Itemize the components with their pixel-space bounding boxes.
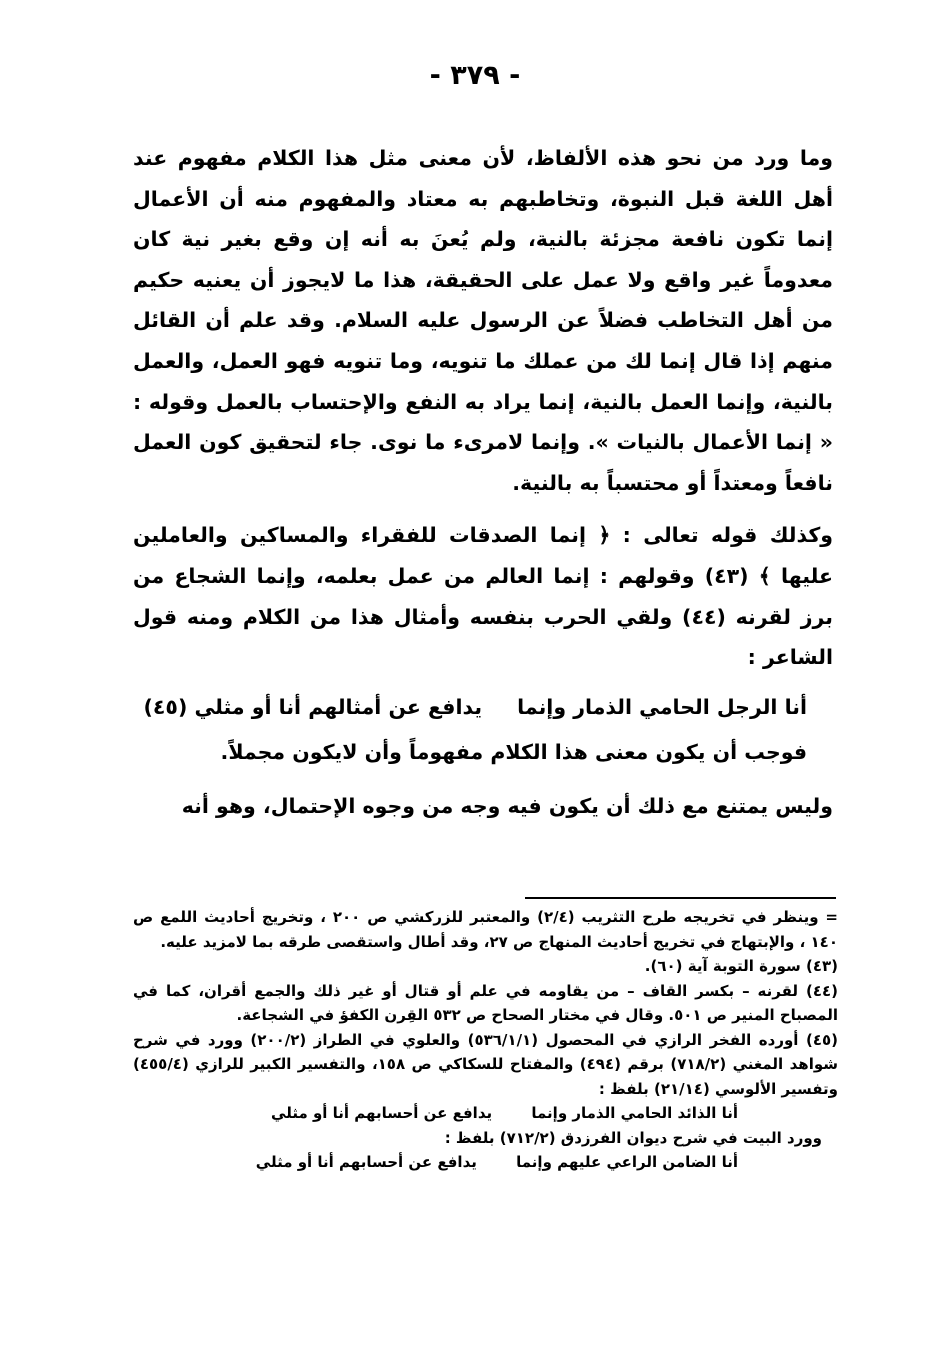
footnote-verse-2-second-hemistich: يدافع عن أحسابهم أنا أو مثلي — [255, 1153, 477, 1171]
verse-second-hemistich: يدافع عن أمثالهم أنا أو مثلي (٤٥) — [143, 694, 483, 719]
footnote-verse-1-first-hemistich: أنا الذائد الحامي الذمار وإنما — [531, 1104, 738, 1122]
verse-first-hemistich: أنا الرجل الحامي الذمار وإنما — [517, 694, 807, 719]
footnote-verse-2 — [133, 1150, 838, 1175]
page-number: - ٣٧٩ - — [429, 60, 521, 91]
footnote-45-continued: وورد البيت في شرح ديوان الفرزدق (٧١٢/٢) بلفظ : — [444, 1128, 822, 1147]
paragraph-2: وكذلك قوله تعالى : ﴿ إنما الصدقات للفقراء والمساكين والعاملين عليها ﴾ (٤٣) وقولهم : إنما العالم من عمل بعلمه، وإنما الشجاع من برز لقرنه (٤٤) ولقي الحرب بنفسه وأمثال هذا من الكلام ومنه قول الشاعر : — [133, 523, 833, 670]
paragraph-1: وما ورد من نحو هذه الألفاظ، لأن معنى مثل هذا الكلام مفهوم عند أهل اللغة قبل النبوة، وتخاطبهم به معتاد والمفهوم منه أن الأعمال إنما تكون نافعة مجزئة بالنية، ولم يُعنَ به أنه إن وقع بغير نية كان معدوماً غير واقع ولا عمل على الحقيقة، هذا ما لايجوز أن يعنيه حكيم من أهل التخاطب فضلاً عن الرسول عليه السلام. وقد علم أن القائل منهم إذا قال إنما لك من عملك ما تنويه، وما تنويه فهو العمل، والعمل بالنية، وإنما العمل بالنية، إنما يراد به النفع والإحتساب بالعمل وقوله : « إنما الأعمال بالنيات ». وإنما لامرىء ما نوى. جاء لتحقيق كون العمل نافعاً ومعتداً أو محتسباً به بالنية. — [133, 146, 833, 495]
footnote-45: (٤٥) أورده الفخر الرازي في المحصول (٥٣٦/١/١) والعلوي في الطراز (٢٠٠/٢) وورد في شرح شواهد المغني (٧١٨/٢) برقم (٤٩٤) والمفتاح للسكاكي ص ١٥٨، والتفسير الكبير للرازي (٤٥٥/٤) وتفسير الألوسي (٢١/١٤) بلفظ : — [133, 1030, 838, 1098]
footnote-verse-1-second-hemistich: يدافع عن أحسابهم أنا أو مثلي — [271, 1104, 493, 1122]
main-text — [133, 138, 833, 846]
footnote-43: (٤٣) سورة التوبة آية (٦٠). — [644, 957, 838, 975]
poetry-verse — [133, 688, 807, 726]
footnote-continuation: = وينظر في تخريجه طرح التثريب (٢/٤) والمعتبر للزركشي ص ٢٠٠ ، وتخريج أحاديث اللمع ص ١٤٠ ، والإبتهاج في تخريج أحاديث المنهاج ص ٢٧، وقد أطال واستقصى طرقه بما لامزيد عليه. — [133, 908, 838, 951]
footnotes — [133, 905, 838, 1175]
footnote-verse-2-first-hemistich: أنا الضامن الراعي عليهم وإنما — [516, 1153, 738, 1171]
footnote-separator — [525, 897, 836, 899]
footnote-44: (٤٤) لقرنه – بكسر القاف – من يقاومه في علم أو قتال أو غير ذلك والجمع أقران، كما في المصباح المنير ص ٥٠١. وقال في مختار الصحاح ص ٥٣٢ القِرن الكفؤ في الشجاعة. — [133, 981, 838, 1024]
footnote-verse-1 — [133, 1101, 838, 1126]
paragraph-4: وليس يمتنع مع ذلك أن يكون فيه وجه من وجوه الإحتمال، وهو أنه — [181, 793, 833, 818]
paragraph-3: فوجب أن يكون معنى هذا الكلام مفهوماً وأن لايكون مجملاً. — [220, 739, 807, 764]
